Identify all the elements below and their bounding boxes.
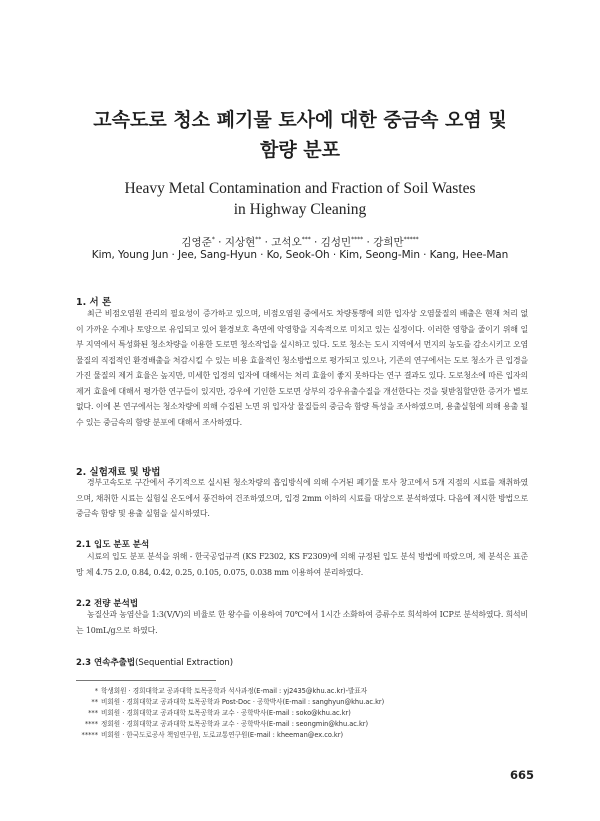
materials-methods-paragraph: 경부고속도로 구간에서 주기적으로 실시된 청소차량의 흡입방식에 의해 수거된 폐기물 토사 창고에서 5개 지점의 시료를 채취하였으며, 채취한 시료는 실험실 온도에서 풍건하여 건조하였으며, 입경 2mm 이하의 시료를 대상으로 분석하였다. 다음에 제시한 방법으로 중금속 함량 및 용출 실험을 실시하였다. [76, 478, 528, 518]
footnote-mark: *** [88, 709, 98, 717]
footnote-mark: ***** [81, 731, 98, 739]
english-authors: Kim, Young Jun · Jee, Sang-Hyun · Ko, Seok-Oh · Kim, Seong-Min · Kang, Hee-Man [91, 249, 509, 261]
author-mark: ***** [403, 236, 419, 243]
footnote-text: 비회원 · 한국도로공사 책임연구원, 도로교통연구원(E-mail : kheeman@ex.co.kr) [101, 731, 344, 739]
author-name: 김성민 [320, 236, 352, 249]
footnote-mark: * [94, 687, 98, 695]
author-mark: ** [255, 236, 262, 243]
author-separator: · [363, 236, 374, 249]
particle-size-paragraph: 시료의 입도 분포 분석을 위해 - 한국공업규격 (KS F2302, KS F2309)에 의해 규정된 입도 분석 방법에 따랐으며, 체 분석은 표준 망 체 4.75 2.0, 0.84, 0.42, 0.25, 0.105, 0.075, 0.038 mm 이용하여 분리하였다. [76, 552, 528, 577]
footnote [76, 708, 536, 719]
author-name: 고석오 [271, 236, 302, 249]
subsection-heading-sequential-extraction [76, 656, 233, 668]
english-title-line-2: in Highway Cleaning [233, 201, 367, 218]
author-mark: *** [301, 236, 311, 243]
footnote [76, 686, 536, 697]
korean-title-line-1: 고속도로 청소 폐기물 토사에 대한 중금속 오염 및 [93, 109, 507, 131]
footnote [76, 730, 536, 741]
sequential-extraction-ko: 2.3 연속추출법 [76, 658, 136, 668]
author-separator: · [310, 236, 321, 249]
page-number: 665 [509, 768, 534, 782]
subsection-heading-total-analysis: 2.2 전량 분석법 [76, 599, 139, 609]
footnote [76, 697, 536, 708]
introduction-paragraph: 최근 비점오염원 관리의 필요성이 증가하고 있으며, 비점오염원 중에서도 차량통행에 의한 입자상 오염물질의 배출은 현재 처리 없이 가까운 수계나 토양으로 유입되고 있어 환경보호 측면에 악영향을 지속적으로 미치고 있는 실정이다. 이러한 영향을 줄이기 위해 일부 지역에서 특성화된 청소차량을 이용한 도로면 청소작업을 실시하고 있다. 도로 청소는 도시 지역에서 먼지의 농도를 감소시키고 오염물질의 직접적인 환경배출을 처감시킬 수 있는 비용 효율적인 청소방법으로 평가되고 있으나, 기존의 연구에서는 도로 청소가 큰 입경을 가진 물질의 제거 효율은 높지만, 미세한 입경의 입자에 대해서는 처리 효율이 좋지 못하다는 연구 결과도 있다. 도로청소에 따른 입자의 제거 효율에 대해서 평가한 연구들이 있지만, 강우에 기인한 도로면 상부의 강우유출수질을 개선한다는 것을 뒷받침할만한 증거가 별로 없다. 이에 본 연구에서는 청소차량에 의해 수집된 노면 위 입자상 물질들의 중금속 함량 특성을 조사하였으며, 용출실험에 의해 용출 될 수 있는 중금속의 함량 분포에 대해서 조사하였다. [76, 309, 528, 427]
footnote-text: 정회원 · 경희대학교 공과대학 토목공학과 교수 · 공학박사(E-mail : seongmin@khu.ac.kr) [101, 720, 369, 728]
section-heading-materials-methods: 2. 실험재료 및 방법 [76, 467, 161, 478]
english-title [60, 178, 540, 220]
english-title-line-1: Heavy Metal Contamination and Fraction of Soil Wastes [124, 180, 476, 197]
footnote-text: 학생회원 · 경희대학교 공과대학 토목공학과 석사과정(E-mail : yj2435@khu.ac.kr)-발표자 [101, 687, 368, 695]
author-mark: **** [351, 236, 364, 243]
author-name: 강희만 [373, 236, 404, 249]
subsection-heading-particle-size: 2.1 입도 분포 분석 [76, 540, 150, 550]
footnote [76, 719, 536, 730]
author-separator: · [214, 236, 225, 249]
author-separator: · [261, 236, 272, 249]
footnote-divider [76, 680, 216, 681]
total-analysis-paragraph: 농질산과 농염산을 1:3(V/V)의 비율로 한 왕수를 이용하여 70℃에서 1시간 소화하여 증류수로 희석하여 ICP로 분석하였다. 희석비는 10mL/g으로 하였다. [76, 610, 528, 635]
footnote-mark: ** [91, 698, 98, 706]
section-heading-introduction: 1. 서 론 [76, 297, 112, 308]
korean-title [40, 105, 560, 165]
author-name: 김영준 [181, 236, 212, 249]
footnotes [76, 686, 536, 741]
footnote-text: 비회원 · 경희대학교 공과대학 토목공학과 Post-Doc · 공학박사(E-mail : sanghyun@khu.ac.kr) [101, 698, 385, 706]
footnote-mark: **** [84, 720, 98, 728]
korean-title-line-2: 함량 분포 [259, 139, 341, 161]
sequential-extraction-en: (Sequential Extraction) [135, 658, 234, 668]
footnote-text: 비회원 · 경희대학교 공과대학 토목공학과 교수 · 공학박사(E-mail : soko@khu.ac.kr) [101, 709, 351, 717]
author-name: 지상현 [224, 236, 256, 249]
author-mark: * [211, 236, 215, 243]
